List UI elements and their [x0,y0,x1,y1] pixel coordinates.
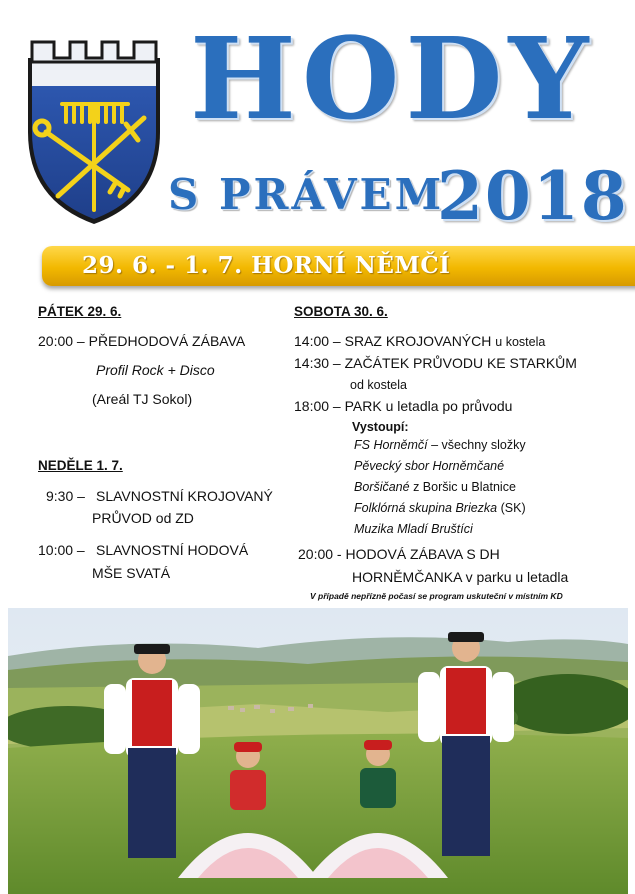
saturday-event4-line1: 20:00 - HODOVÁ ZÁBAVA S DH [298,546,500,562]
saturday-heading: SOBOTA 30. 6. [294,304,388,319]
friday-band: Profil Rock + Disco [96,362,215,378]
sunday-event2-line1: SLAVNOSTNÍ HODOVÁ [96,542,249,558]
performer-5: Muzika Mladí Bruštíci [354,522,473,536]
sunday-event1-line1: SLAVNOSTNÍ KROJOVANÝ [96,488,273,504]
saturday-event1 [294,332,545,351]
performer-3: Boršičané z Boršic u Blatnice [354,480,516,494]
saturday-event3: 18:00 – PARK u letadla po průvodu [294,398,513,414]
saturday-event1-main: 14:00 – SRAZ KROJOVANÝCH [294,333,492,349]
friday-heading: PÁTEK 29. 6. [38,304,122,319]
date-banner-text: 29. 6. - 1. 7. HORNÍ NĚMČÍ [82,252,451,279]
title-subtitle: S PRÁVEM [168,170,445,219]
friday-event: 20:00 – PŘEDHODOVÁ ZÁBAVA [38,333,246,349]
saturday-event2-place: od kostela [350,378,407,392]
friday-venue: (Areál TJ Sokol) [92,391,193,407]
sunday-event1-time: 9:30 – [46,488,85,504]
title-year: 2018 [437,157,629,235]
weather-note: V případě nepřízně počasí se program uskuteční v místním KD [310,591,563,601]
coat-of-arms-icon [24,40,164,226]
sunday-event2-time: 10:00 – [38,542,85,558]
sunday-event2-line2: MŠE SVATÁ [92,565,171,581]
saturday-event1-place: u kostela [495,335,546,349]
performer-2: Pěvecký sbor Horněmčané [354,459,505,473]
performer-4: Folklórná skupina Briezka (SK) [354,501,526,515]
title-main: HODY [190,14,595,145]
saturday-event4-line2: HORNĚMČANKA v parku u letadla [352,569,569,585]
folk-costume-photo [8,608,628,894]
saturday-event2: 14:30 – ZAČÁTEK PRŮVODU KE STARKŮM [294,355,577,371]
sunday-event1-line2: PRŮVOD od ZD [92,510,194,526]
performer-1: FS Horněmčí – všechny složky [354,438,526,452]
performers-heading: Vystoupí: [352,420,409,434]
sunday-heading: NEDĚLE 1. 7. [38,458,123,473]
